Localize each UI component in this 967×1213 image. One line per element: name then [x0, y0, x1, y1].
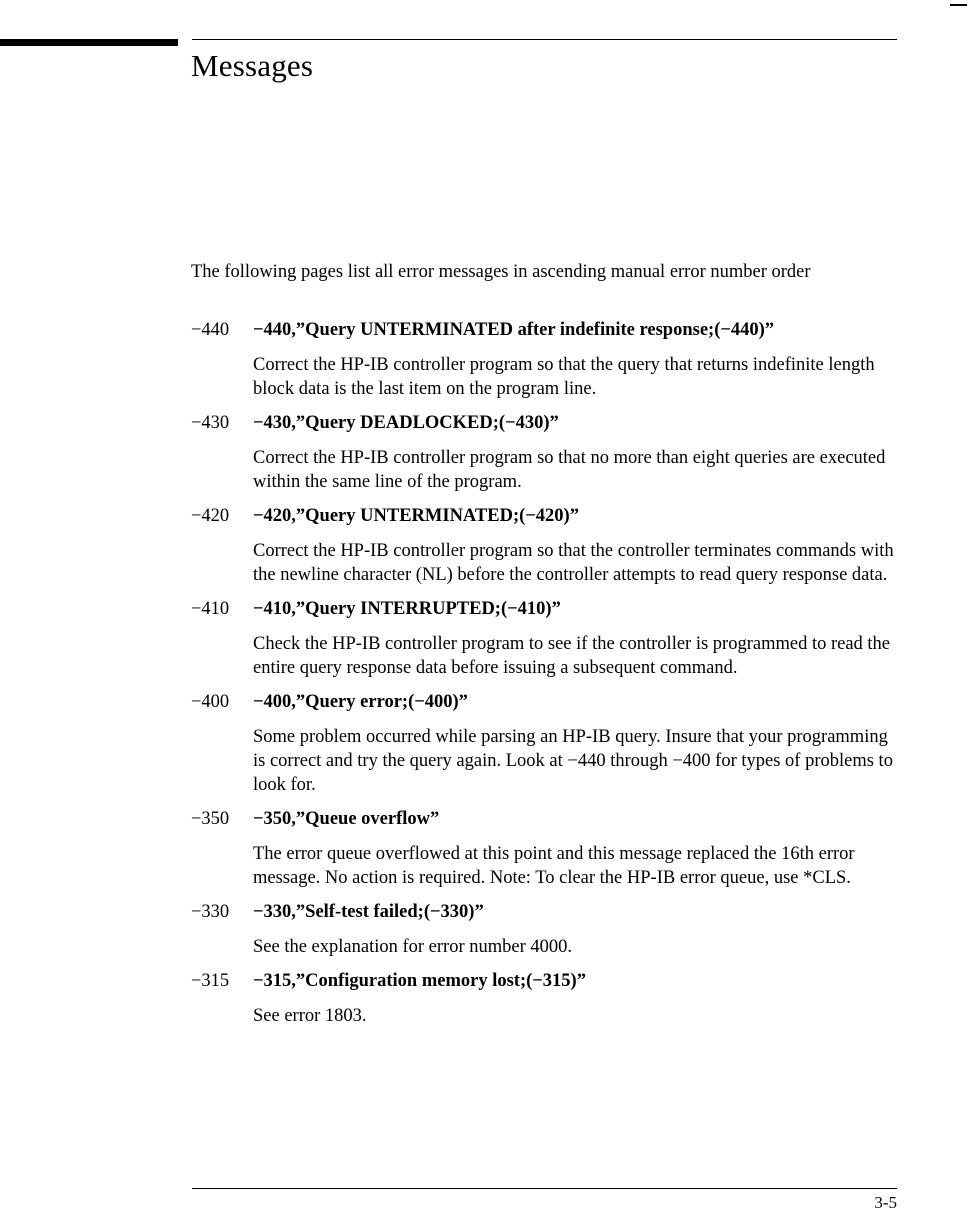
page-title: Messages [191, 48, 314, 83]
error-entry-head [191, 597, 911, 621]
error-description: Some problem occurred while parsing an HP-IB query. Insure that your programming is correct and try the query again. Look at −440 through −400 for types of problems to look for. [253, 727, 893, 795]
error-entry [191, 807, 911, 890]
error-heading: −330,”Self-test failed;(−330)” [253, 902, 484, 922]
chapter-tab-bar [0, 39, 178, 46]
error-heading: −410,”Query INTERRUPTED;(−410)” [253, 599, 561, 619]
error-entry-head [191, 318, 911, 342]
error-entry [191, 504, 911, 587]
error-entry-head [191, 807, 911, 831]
error-description: Correct the HP-IB controller program so that no more than eight queries are executed within the same line of the program. [253, 448, 886, 492]
header-rule [192, 39, 897, 40]
error-entry [191, 597, 911, 680]
footer-rule [192, 1188, 897, 1189]
error-number: −420 [191, 506, 230, 526]
error-entry [191, 900, 911, 959]
error-heading: −430,”Query DEADLOCKED;(−430)” [253, 413, 559, 433]
error-number: −430 [191, 413, 230, 433]
error-number: −440 [191, 320, 230, 340]
error-heading: −400,”Query error;(−400)” [253, 692, 468, 712]
intro-paragraph: The following pages list all error messages in ascending manual error number order [191, 262, 811, 282]
error-entry-head [191, 411, 911, 435]
error-entry-head [191, 969, 911, 993]
error-number: −330 [191, 902, 230, 922]
error-description: Check the HP-IB controller program to see if the controller is programmed to read the entire query response data before issuing a subsequent command. [253, 634, 891, 678]
error-message-list [191, 318, 911, 1038]
error-entry [191, 318, 911, 401]
error-description: See the explanation for error number 4000. [253, 937, 573, 957]
error-entry [191, 969, 911, 1028]
page-number: 3-5 [874, 1193, 897, 1212]
error-entry [191, 690, 911, 797]
error-heading: −350,”Queue overflow” [253, 809, 440, 829]
error-description: See error 1803. [253, 1006, 367, 1026]
error-entry [191, 411, 911, 494]
error-number: −400 [191, 692, 230, 712]
error-heading: −440,”Query UNTERMINATED after indefinite response;(−440)” [253, 320, 775, 340]
error-heading: −420,”Query UNTERMINATED;(−420)” [253, 506, 579, 526]
error-number: −350 [191, 809, 230, 829]
error-number: −315 [191, 971, 230, 991]
error-entry-head [191, 900, 911, 924]
error-entry-head [191, 690, 911, 714]
error-description: The error queue overflowed at this point and this message replaced the 16th error message. No action is required. Note: To clear the HP-IB error queue, use *CLS. [253, 844, 855, 888]
error-description: Correct the HP-IB controller program so that the controller terminates commands with the newline character (NL) before the controller attempts to read query response data. [253, 541, 894, 585]
corner-mark [950, 4, 967, 6]
error-description: Correct the HP-IB controller program so that the query that returns indefinite length block data is the last item on the program line. [253, 355, 875, 399]
error-number: −410 [191, 599, 230, 619]
error-heading: −315,”Configuration memory lost;(−315)” [253, 971, 586, 991]
error-entry-head [191, 504, 911, 528]
